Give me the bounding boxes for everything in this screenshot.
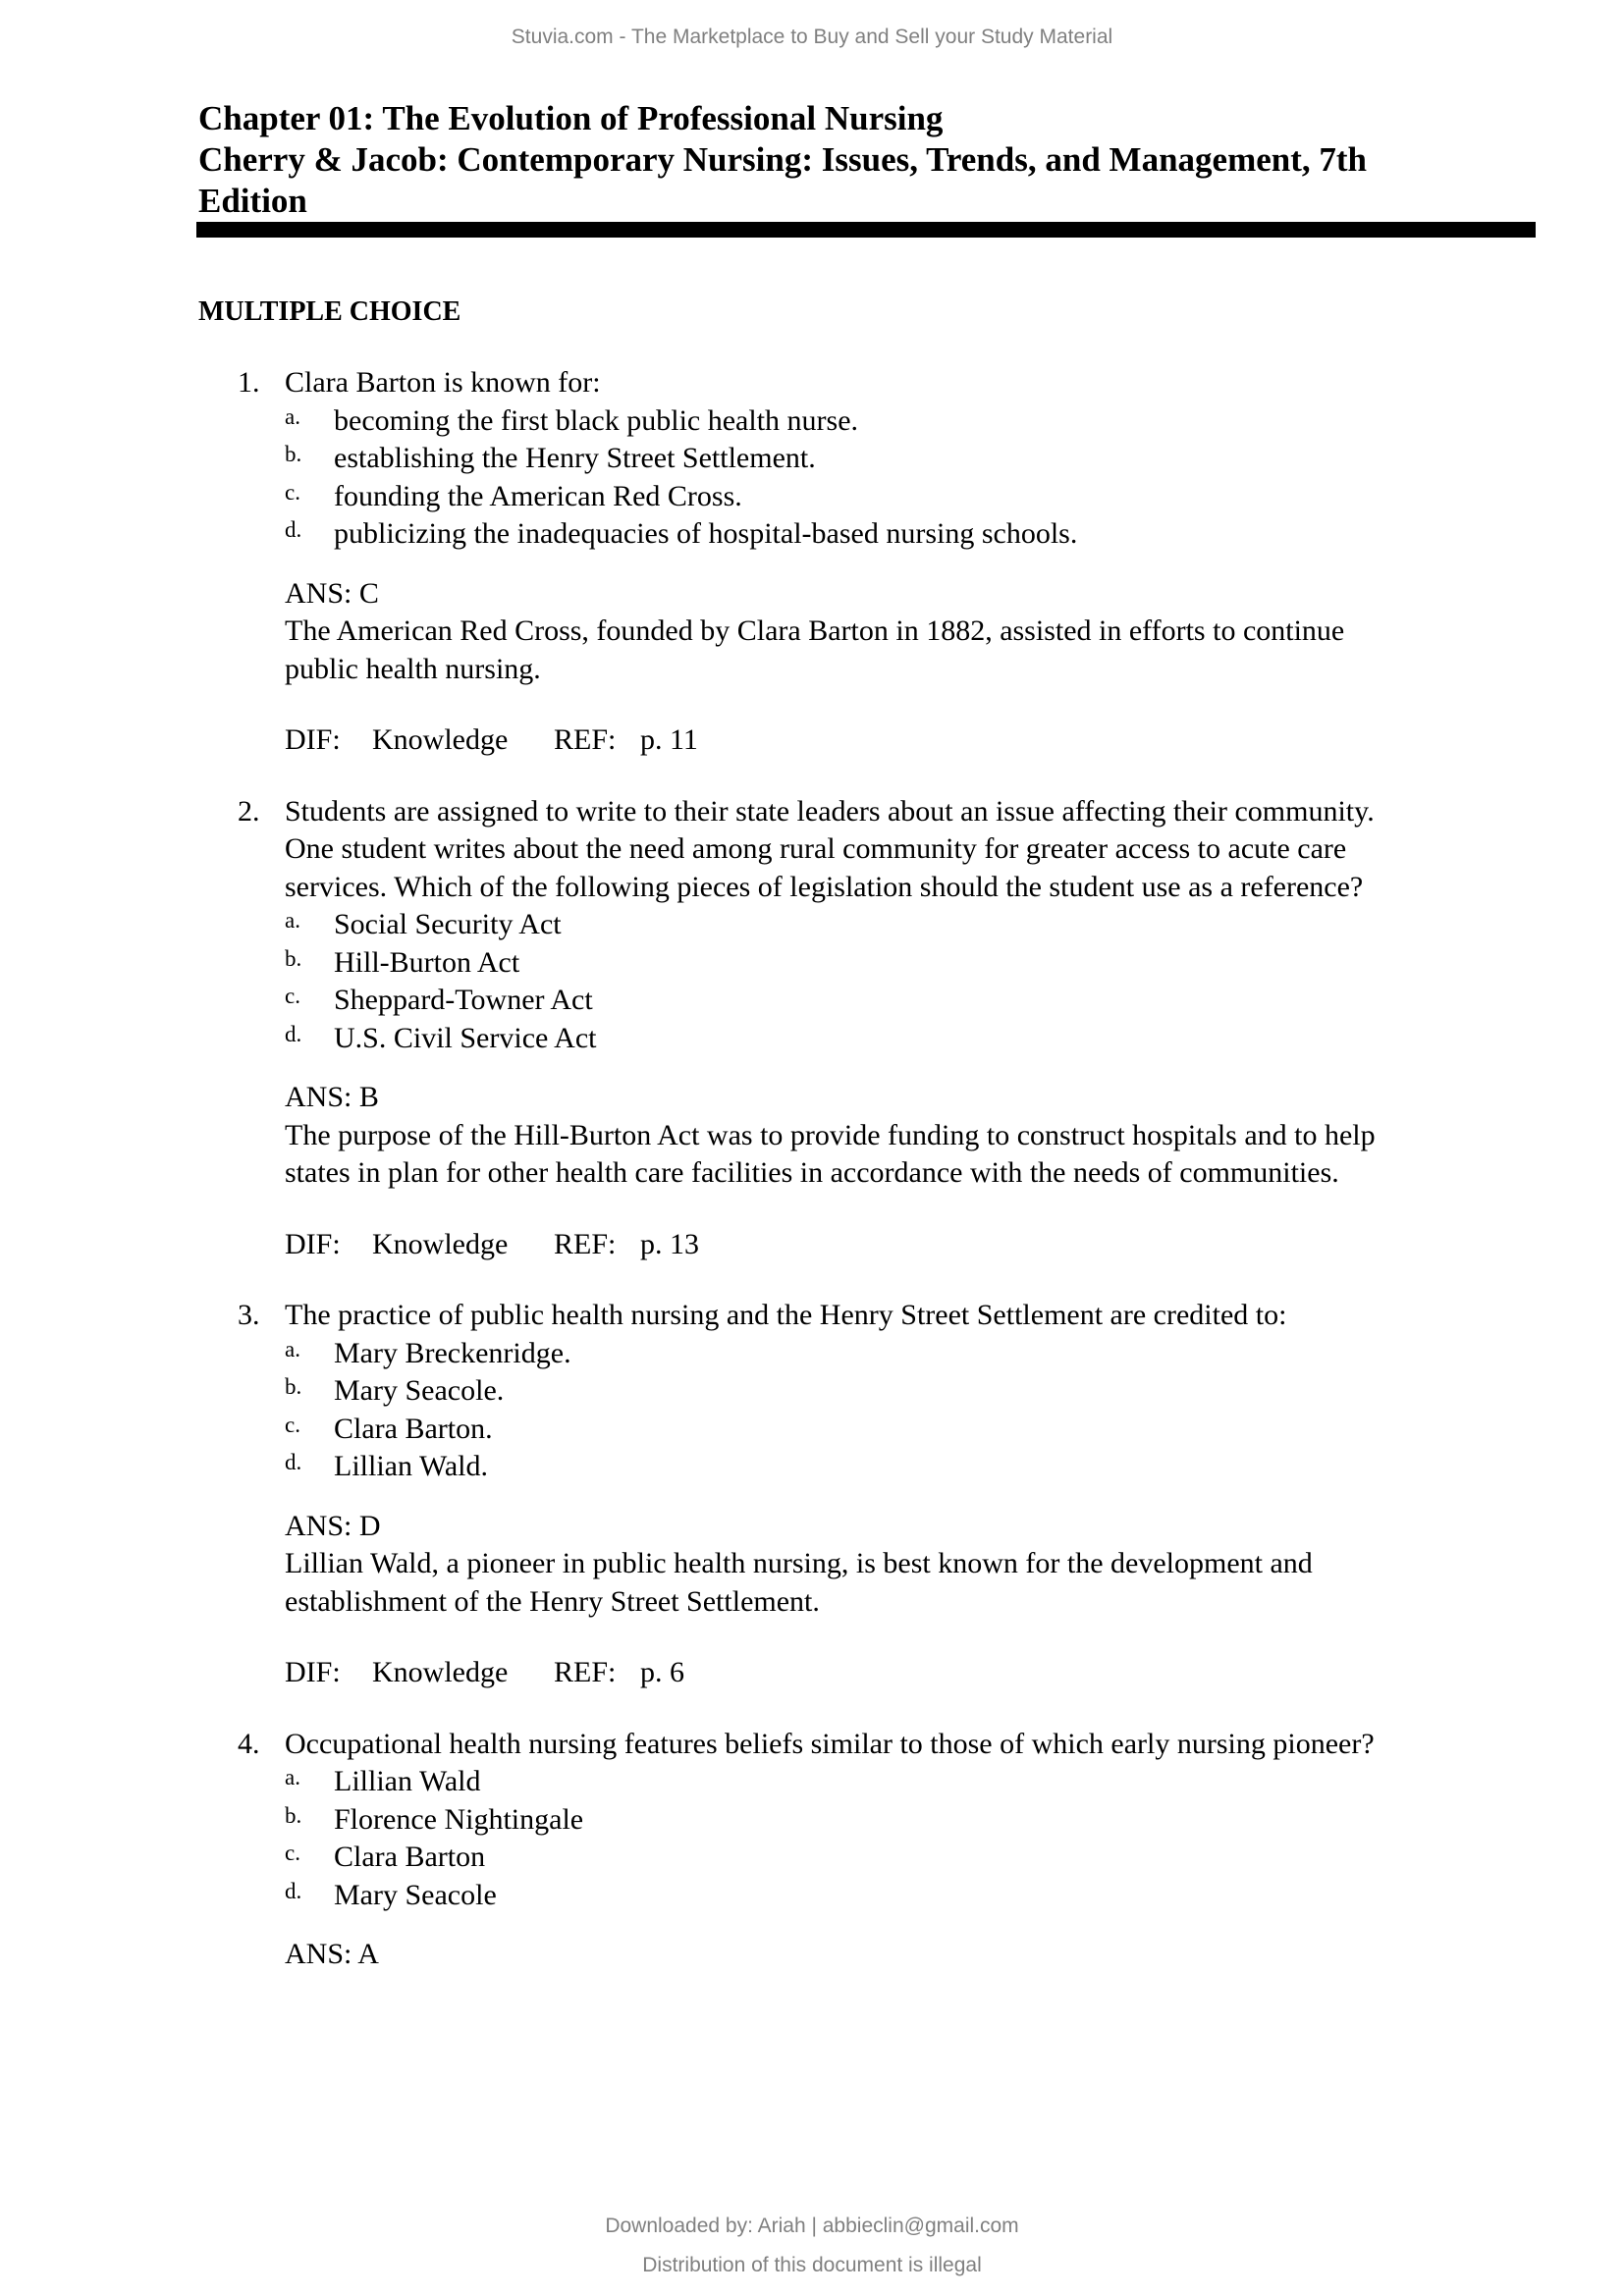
answer-option: [0, 1877, 1624, 1915]
option-letter: c.: [285, 479, 300, 505]
answer-option: [0, 944, 1624, 983]
question-stem-line: [0, 793, 1624, 831]
answer-option: [0, 515, 1624, 554]
question-number: 4.: [238, 1727, 260, 1760]
rationale-line: [0, 1583, 1624, 1622]
option-text: Mary Seacole: [334, 1878, 497, 1911]
answer-option: [0, 1411, 1624, 1449]
option-letter: d.: [285, 1021, 302, 1046]
option-text: Mary Breckenridge.: [334, 1336, 571, 1369]
option-text: Lillian Wald.: [334, 1450, 489, 1482]
rationale-line: [0, 1154, 1624, 1193]
option-text: publicizing the inadequacies of hospital-based nursing schools.: [334, 517, 1078, 550]
question-stem-line: [0, 830, 1624, 869]
option-text: Clara Barton: [334, 1841, 486, 1873]
title-line: Edition: [198, 182, 307, 220]
question-stem-text: services. Which of the following pieces of legislation should the student use as a reference?: [285, 870, 1364, 903]
rationale-text: public health nursing.: [285, 652, 541, 685]
difficulty-value: Knowledge: [372, 1227, 509, 1260]
option-letter: c.: [285, 984, 300, 1008]
answer-option: [0, 478, 1624, 516]
header-watermark: Stuvia.com - The Marketplace to Buy and Sell your Study Material: [511, 26, 1113, 48]
reference-label: REF:: [554, 1227, 617, 1260]
answer-option: [0, 402, 1624, 441]
difficulty-label: DIF:: [285, 723, 341, 756]
option-letter: b.: [285, 1374, 302, 1399]
page-title: [198, 98, 1367, 222]
difficulty-reference: [0, 1226, 1624, 1264]
option-text: becoming the first black public health nurse.: [334, 403, 859, 437]
option-letter: b.: [285, 1802, 302, 1828]
option-letter: b.: [285, 442, 302, 466]
question-stem-line: [0, 1297, 1624, 1335]
rationale-text: The American Red Cross, founded by Clara Barton in 1882, assisted in efforts to continue: [285, 614, 1345, 647]
option-text: establishing the Henry Street Settlement.: [334, 442, 816, 474]
answer-option: [0, 1448, 1624, 1486]
title-line: Chapter 01: The Evolution of Professional Nursing: [198, 99, 944, 137]
option-letter: c.: [285, 1412, 300, 1437]
question: [0, 364, 1624, 760]
footer-downloaded-by: Downloaded by: Ariah | abbieclin@gmail.com: [605, 2215, 1019, 2237]
reference-value: p. 13: [640, 1227, 699, 1260]
title-line: Cherry & Jacob: Contemporary Nursing: Issues, Trends, and Management, 7th: [198, 140, 1367, 179]
option-letter: c.: [285, 1841, 300, 1865]
option-letter: b.: [285, 945, 302, 971]
difficulty-reference: [0, 1654, 1624, 1692]
question-number: 3.: [238, 1299, 260, 1331]
option-text: U.S. Civil Service Act: [334, 1021, 597, 1054]
question-stem-line: [0, 1726, 1624, 1764]
answer-option: [0, 1801, 1624, 1840]
answer-text: ANS: D: [285, 1509, 381, 1542]
difficulty-value: Knowledge: [372, 723, 509, 756]
option-text: Clara Barton.: [334, 1412, 493, 1445]
reference-value: p. 11: [640, 723, 698, 756]
option-text: Mary Seacole.: [334, 1374, 505, 1407]
question: [0, 1297, 1624, 1692]
answer-text: ANS: C: [285, 576, 379, 610]
option-text: Lillian Wald: [334, 1765, 481, 1797]
option-letter: a.: [285, 1336, 300, 1362]
answer-text: ANS: A: [285, 1938, 379, 1970]
difficulty-value: Knowledge: [372, 1656, 509, 1688]
answer-key: [0, 1508, 1624, 1546]
question-stem-text: Occupational health nursing features beliefs similar to those of which early nursing pioneer?: [285, 1727, 1375, 1760]
section-heading: MULTIPLE CHOICE: [198, 296, 461, 327]
answer-option: [0, 1372, 1624, 1411]
question-stem-text: Clara Barton is known for:: [285, 366, 601, 399]
difficulty-reference: [0, 721, 1624, 760]
option-letter: d.: [285, 1878, 302, 1903]
rationale-text: Lillian Wald, a pioneer in public health nursing, is best known for the development and: [285, 1547, 1313, 1579]
question-stem-text: One student writes about the need among rural community for greater access to acute care: [285, 832, 1347, 865]
title-rule: [196, 222, 1536, 238]
option-text: Florence Nightingale: [334, 1802, 584, 1836]
answer-option: [0, 1839, 1624, 1877]
rationale-text: establishment of the Henry Street Settlement.: [285, 1584, 820, 1618]
option-letter: d.: [285, 517, 302, 542]
option-letter: a.: [285, 908, 300, 933]
question-list: [0, 364, 1624, 2007]
rationale-text: The purpose of the Hill-Burton Act was to provide funding to construct hospitals and to help: [285, 1118, 1376, 1151]
question: [0, 1726, 1624, 1974]
question-number: 2.: [238, 794, 260, 828]
option-text: founding the American Red Cross.: [334, 479, 742, 512]
rationale-line: [0, 1545, 1624, 1583]
rationale-text: states in plan for other health care facilities in accordance with the needs of communities.: [285, 1156, 1339, 1189]
rationale-line: [0, 1117, 1624, 1155]
footer-distribution: Distribution of this document is illegal: [642, 2254, 982, 2276]
answer-option: [0, 1335, 1624, 1373]
answer-option: [0, 906, 1624, 944]
question-number: 1.: [238, 366, 260, 399]
question-stem-line: [0, 364, 1624, 402]
question-stem-text: The practice of public health nursing and the Henry Street Settlement are credited to:: [285, 1299, 1287, 1331]
question-stem-line: [0, 869, 1624, 907]
question: [0, 793, 1624, 1264]
option-text: Social Security Act: [334, 908, 562, 940]
rationale-line: [0, 613, 1624, 651]
reference-label: REF:: [554, 1656, 617, 1688]
answer-option: [0, 440, 1624, 478]
reference-label: REF:: [554, 723, 617, 756]
question-stem-text: Students are assigned to write to their state leaders about an issue affecting their community.: [285, 794, 1375, 828]
answer-text: ANS: B: [285, 1081, 379, 1113]
answer-key: [0, 575, 1624, 614]
option-text: Hill-Burton Act: [334, 945, 520, 979]
difficulty-label: DIF:: [285, 1656, 341, 1688]
reference-value: p. 6: [640, 1656, 684, 1688]
option-letter: a.: [285, 403, 300, 429]
option-letter: a.: [285, 1765, 300, 1789]
difficulty-label: DIF:: [285, 1227, 341, 1260]
answer-option: [0, 1763, 1624, 1801]
rationale-line: [0, 651, 1624, 689]
answer-key: [0, 1079, 1624, 1117]
answer-option: [0, 1020, 1624, 1058]
option-letter: d.: [285, 1450, 302, 1474]
option-text: Sheppard-Towner Act: [334, 984, 593, 1016]
answer-option: [0, 982, 1624, 1020]
answer-key: [0, 1936, 1624, 1974]
